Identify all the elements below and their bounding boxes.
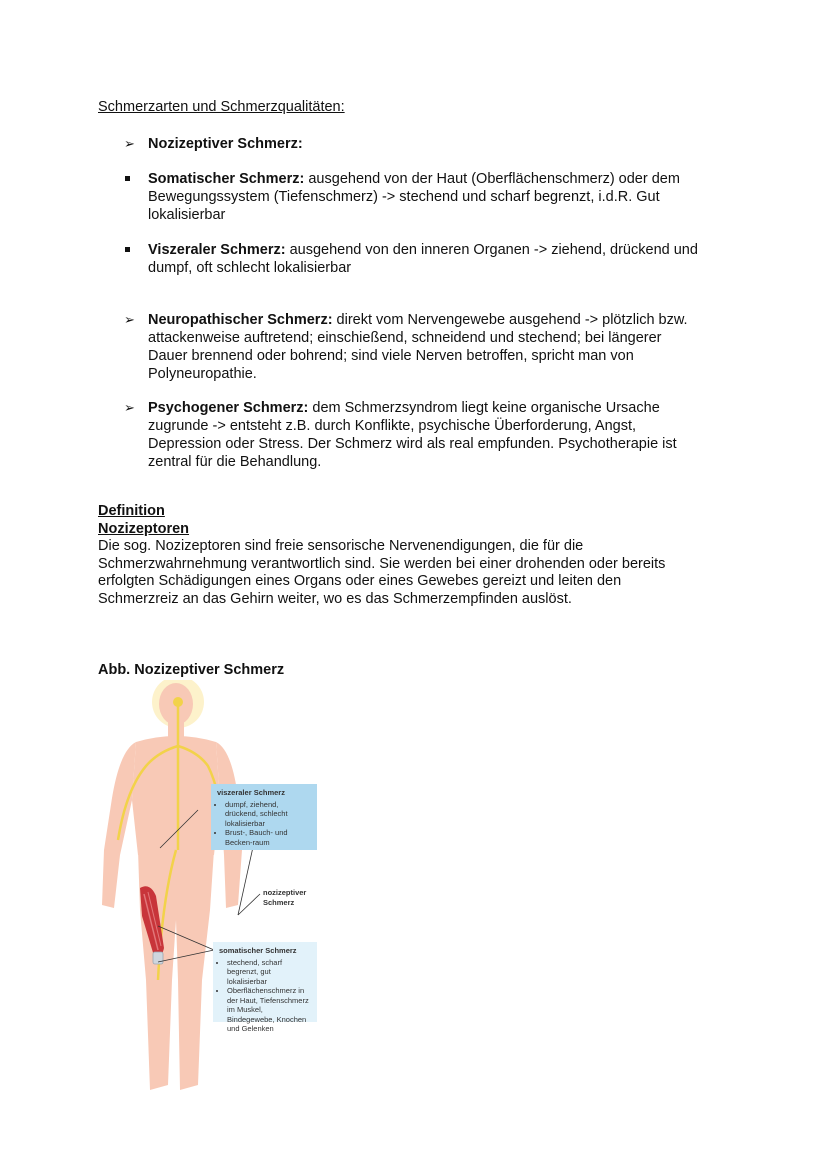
item-title: Nozizeptiver Schmerz:	[148, 136, 303, 152]
item-text: ausgehend von der Haut (Oberflächenschmerz) oder dem	[304, 171, 680, 187]
arrow-bullet-icon: ➢	[124, 312, 135, 327]
list-item-nozizeptiv	[98, 135, 738, 153]
item-text: dumpf, oft schlecht lokalisierbar	[148, 260, 352, 276]
nociceptive-label-line: nozizeptiver	[263, 888, 307, 897]
arrow-bullet-icon: ➢	[124, 136, 135, 151]
item-text: zentral für die Behandlung.	[148, 454, 322, 470]
somatic-bullet: • stechend, scharf begrenzt, gut lokalisierbar	[227, 958, 311, 987]
item-text: dem Schmerzsyndrom liegt keine organische Ursache	[308, 400, 660, 416]
item-text: Depression oder Stress. Der Schmerz wird als real empfunden. Psychotherapie ist	[148, 436, 677, 452]
definition-text: erfolgten Schädigungen eines Organs oder eines Gewebes gereizt und leiten den	[98, 573, 622, 589]
item-text: ausgehend von den inneren Organen -> ziehend, drückend und	[285, 242, 698, 258]
section-heading: Schmerzarten und Schmerzqualitäten:	[98, 99, 345, 115]
item-text: attackenweise auftretend; einschießend, schneidend und stechend; bei längerer	[148, 330, 662, 346]
definition-text: Schmerzreiz an das Gehirn weiter, wo es das Schmerzempfinden auslöst.	[98, 590, 572, 607]
item-title: Somatischer Schmerz:	[148, 171, 305, 187]
item-text: Dauer brennend oder bohrend; sind viele Nerven betroffen, spricht man von	[148, 348, 634, 364]
list-item-neuropathisch	[98, 311, 738, 383]
item-title: Neuropathischer Schmerz:	[148, 312, 333, 328]
nociceptive-label	[263, 888, 306, 907]
definition-term: Nozizeptoren	[98, 520, 190, 537]
list-item-psychogen	[98, 399, 738, 471]
nociceptive-label-line: Schmerz	[263, 897, 295, 907]
item-title: Psychogener Schmerz:	[148, 400, 309, 416]
item-text: Bewegungssystem (Tiefenschmerz) -> stechend und scharf begrenzt, i.d.R. Gut	[148, 189, 660, 205]
arrow-bullet-icon: ➢	[124, 400, 135, 415]
definition-block	[98, 503, 738, 608]
definition-label: Definition	[98, 503, 165, 519]
list-item-viszeral	[98, 241, 738, 277]
square-bullet-icon	[125, 247, 130, 252]
square-bullet-icon	[125, 176, 130, 181]
item-text: Polyneuropathie.	[148, 366, 257, 382]
visceral-bullet: • dumpf, ziehend, drückend, schlecht lokalisierbar	[225, 800, 311, 829]
somatic-pain-box	[213, 942, 317, 1033]
visceral-bullet: • Brust-, Bauch- und Becken-raum	[225, 828, 311, 847]
somatic-box-title: somatischer Schmerz	[219, 946, 297, 955]
brain-node	[173, 697, 183, 707]
definition-text: Die sog. Nozizeptoren sind freie sensorische Nervenendigungen, die für die	[98, 538, 584, 554]
visceral-pain-box	[211, 784, 317, 850]
visceral-box-title: viszeraler Schmerz	[217, 788, 285, 797]
item-title: Viszeraler Schmerz:	[148, 242, 286, 258]
pain-figure	[98, 680, 338, 1100]
item-text: lokalisierbar	[148, 207, 226, 223]
figure-caption: Abb. Nozizeptiver Schmerz	[98, 662, 285, 678]
somatic-bullet: • Oberflächenschmerz in der Haut, Tiefenschmerz im Muskel, Bindegewebe, Knochen und Gelenken	[227, 986, 311, 1034]
item-text: zugrunde -> entsteht z.B. durch Konflikte, psychische Überforderung, Angst,	[148, 418, 637, 434]
list-item-somatisch	[98, 170, 738, 224]
definition-text: Schmerzwahrnehmung verantwortlich sind. Sie werden bei einer drohenden oder bereits	[98, 555, 666, 572]
item-text: direkt vom Nervengewebe ausgehend -> plötzlich bzw.	[332, 312, 688, 328]
